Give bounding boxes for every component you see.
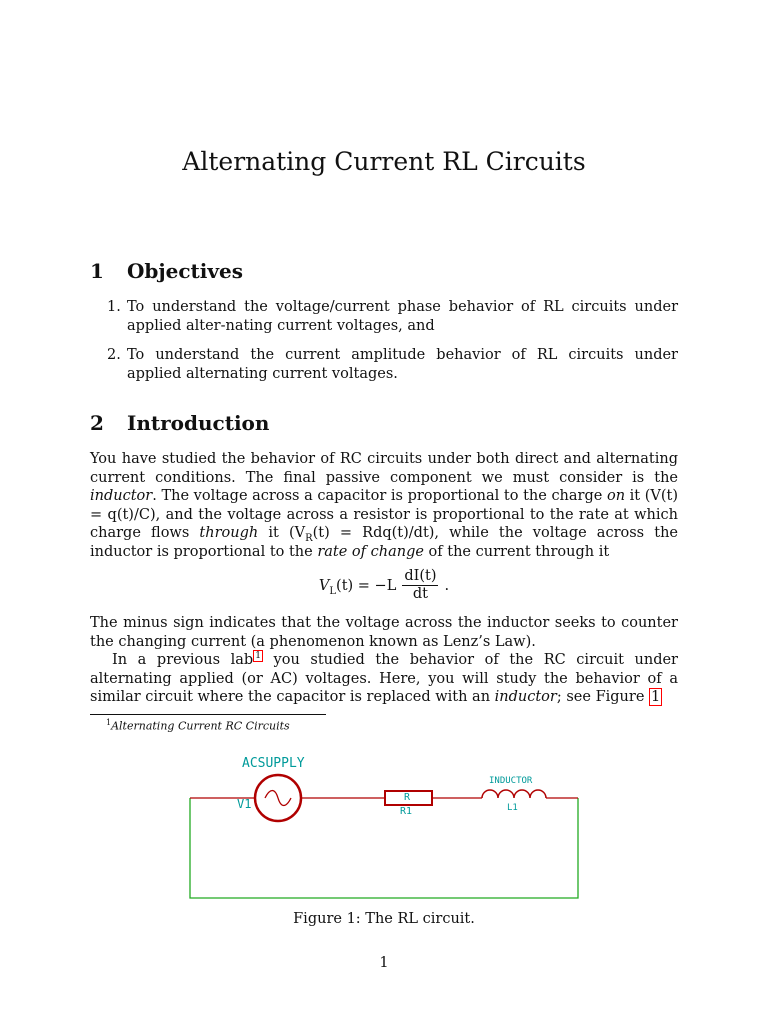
subscript: R bbox=[305, 533, 313, 545]
section-number: 1 bbox=[90, 259, 104, 283]
eq-lhs-subscript: L bbox=[329, 585, 337, 597]
wire-loop bbox=[190, 798, 578, 898]
eq-mid: (t) = −L bbox=[336, 577, 397, 594]
eq-lhs: V bbox=[318, 577, 330, 594]
footnote bbox=[106, 718, 290, 733]
list-item-number: 2. bbox=[107, 347, 121, 363]
text-run: it (V(t) = q(t)/C), and the voltage across a resistor is proportional to the rate at which charge flows bbox=[90, 488, 679, 542]
objectives-list bbox=[90, 298, 678, 394]
footnote-mark: 1 bbox=[106, 718, 112, 727]
text-run: (t) = Rdq(t)/dt), while the voltage across the inductor is proportional to the bbox=[90, 525, 678, 560]
section-heading-objectives bbox=[90, 258, 243, 284]
eq-denominator: dt bbox=[412, 586, 428, 602]
footnote-rule bbox=[90, 714, 326, 715]
source-ref: V1 bbox=[237, 797, 252, 811]
emphasis-inductor: inductor bbox=[494, 689, 557, 706]
page-number: 1 bbox=[379, 955, 389, 971]
intro-paragraph-2 bbox=[90, 614, 678, 707]
text-run: ; see Figure bbox=[556, 689, 650, 706]
sine-wave-icon bbox=[265, 791, 291, 806]
paper-title: Alternating Current RL Circuits bbox=[182, 147, 586, 176]
inductor-ref: L1 bbox=[507, 803, 518, 813]
ac-source-symbol bbox=[255, 775, 301, 821]
equation-inductor-voltage bbox=[90, 568, 678, 612]
text-run: In a previous lab bbox=[112, 652, 254, 669]
list-item-text: To understand the current amplitude behavior of RL circuits under applied alternating current voltages. bbox=[127, 347, 678, 382]
resistor-ref: R1 bbox=[400, 806, 413, 817]
footnote-link[interactable]: 1 bbox=[255, 651, 261, 662]
figure-caption: Figure 1: The RL circuit. bbox=[293, 911, 475, 927]
text-run: you studied the behavior of the RC circuit under alternating applied (or AC) voltages. Here, you will study the behavior of a similar circuit where the capacitor is replaced with an bbox=[90, 652, 678, 706]
text-run: it (V bbox=[258, 525, 306, 542]
circuit-wires bbox=[190, 798, 578, 898]
inductor-label: INDUCTOR bbox=[489, 776, 533, 786]
section-heading-introduction bbox=[90, 410, 269, 436]
eq-fraction bbox=[402, 568, 438, 603]
emphasis-on: on bbox=[606, 488, 626, 505]
list-item-text: To understand the voltage/current phase behavior of RL circuits under applied alter-nating current voltages, and bbox=[127, 299, 678, 334]
resistor-label: R bbox=[404, 792, 411, 803]
intro-paragraph-1 bbox=[90, 450, 678, 562]
source-label: ACSUPPLY bbox=[242, 756, 305, 771]
emphasis-inductor: inductor bbox=[90, 488, 153, 505]
section-title: Objectives bbox=[127, 259, 243, 283]
emphasis-rate-of-change: rate of change bbox=[317, 543, 424, 560]
rl-circuit-diagram bbox=[185, 752, 585, 907]
inductor-symbol bbox=[482, 790, 546, 798]
list-item bbox=[90, 346, 678, 384]
footnote-text: Alternating Current RC Circuits bbox=[111, 719, 290, 733]
text-run: You have studied the behavior of RC circuits under both direct and alternating current conditions. The final passive component we must consider is the bbox=[90, 451, 678, 486]
paragraph-text: The minus sign indicates that the voltage across the inductor seeks to counter the changing current (a phenomenon known as Lenz’s Law). bbox=[90, 615, 678, 650]
list-item bbox=[90, 298, 678, 336]
list-item-number: 1. bbox=[107, 299, 121, 315]
emphasis-through: through bbox=[199, 525, 259, 542]
section-number: 2 bbox=[90, 411, 104, 435]
figure-reference-link[interactable]: 1 bbox=[651, 689, 661, 706]
section-title: Introduction bbox=[127, 411, 270, 435]
eq-period: . bbox=[444, 577, 450, 594]
eq-numerator: dI(t) bbox=[404, 568, 437, 584]
text-run: . The voltage across a capacitor is proportional to the charge bbox=[152, 488, 607, 505]
text-run: of the current through it bbox=[423, 543, 610, 560]
